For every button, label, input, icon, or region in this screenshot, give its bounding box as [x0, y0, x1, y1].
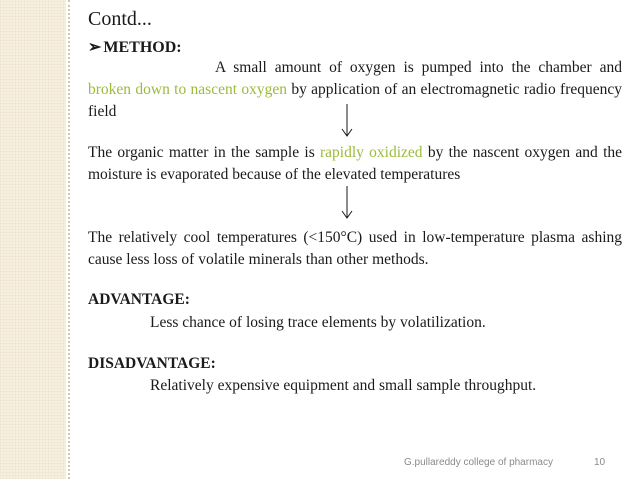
para2-part2: by the nascent oxygen and the moisture is evaporated because of the elevated temperatures [88, 144, 623, 183]
para1-part1: A small amount of oxygen is pumped into the chamber and [215, 59, 622, 76]
method-heading-label: METHOD: [103, 39, 182, 56]
down-arrow-icon [339, 186, 355, 220]
advantage-heading: ADVANTAGE: [88, 291, 190, 308]
method-paragraph-1 [88, 57, 622, 123]
down-arrow-icon [339, 104, 355, 138]
disadvantage-text: Relatively expensive equipment and small sample throughput. [150, 377, 537, 394]
para2-part1: The organic matter in the sample is [88, 144, 320, 161]
bullet-arrow-icon: ➢ [88, 39, 102, 56]
advantage-text: Less chance of losing trace elements by volatilization. [150, 314, 486, 331]
para1-part2: by application of an electromagnetic radio frequency field [88, 81, 622, 120]
decorative-sidebar [0, 0, 66, 479]
disadvantage-heading: DISADVANTAGE: [88, 355, 216, 372]
sidebar-divider [68, 0, 70, 479]
footer-college: G.pullareddy college of pharmacy [404, 457, 553, 468]
para1-highlight: broken down to nascent oxygen [88, 81, 287, 98]
page-number: 10 [594, 457, 606, 468]
para2-highlight: rapidly oxidized [320, 144, 423, 161]
method-heading [88, 38, 182, 58]
method-paragraph-3: The relatively cool temperatures (<150°C) used in low-temperature plasma ashing cause less loss of volatile minerals than other methods. [88, 229, 622, 268]
slide-title: Contd... [88, 8, 152, 30]
method-paragraph-2 [88, 142, 622, 186]
